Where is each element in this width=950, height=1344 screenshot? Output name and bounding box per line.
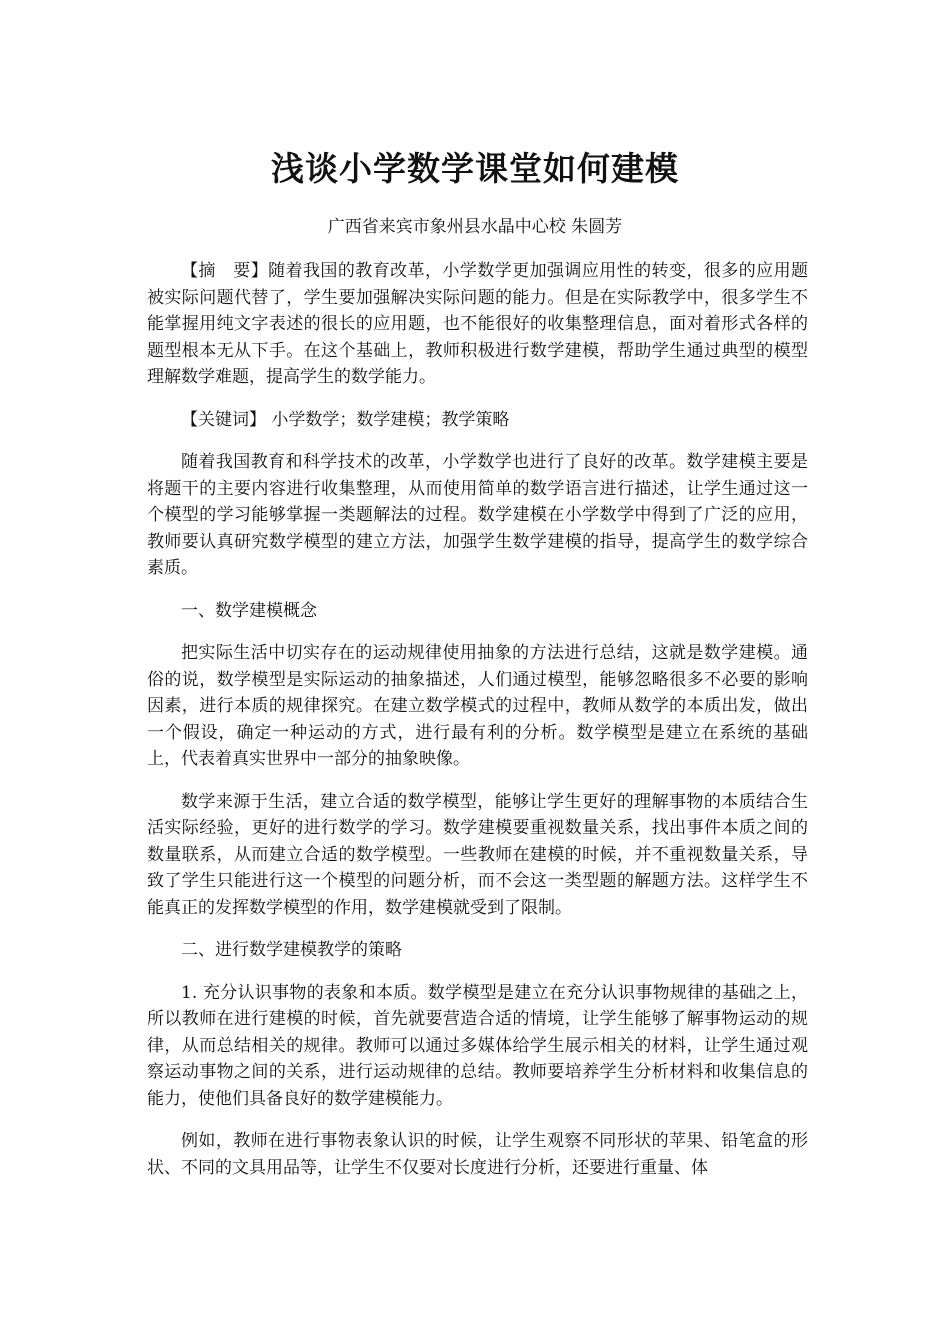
keywords-line: 【关键词】 小学数学；数学建模；教学策略	[181, 409, 510, 430]
section-heading-1: 一、数学建模概念	[181, 600, 317, 621]
author-line: 广西省来宾市象州县水晶中心校 朱圆芳	[327, 217, 623, 237]
section-heading-2: 二、进行数学建模教学的策略	[181, 940, 402, 960]
abstract-paragraph: 【摘 要】随着我国的教育改革，小学数学更加强调应用性的转变，很多的应用题被实际问题代替了，学生要加强解决实际问题的能力。但是在实际教学中，很多学生不能掌握用纯文字表述的很长的应用题，也不能很好的收集整理信息，面对着形式各样的题型根本无从下手。在这个基础上，教师积极进行数学建模，帮助学生通过典型的模型理解数学难题，提高学生的数学能力。	[147, 261, 808, 387]
section2-paragraph-1: 1. 充分认识事物的表象和本质。数学模型是建立在充分认识事物规律的基础之上，所以教师在进行建模的时候，首先就要营造合适的情境，让学生能够了解事物运动的规律，从而总结相关的规律。教师可以通过多媒体给学生展示相关的材料，让学生通过观察运动事物之间的关系，进行运动规律的总结。教师要培养学生分析材料和收集信息的能力，使他们具备良好的数学建模能力。	[147, 982, 808, 1109]
section2-paragraph-2: 例如，教师在进行事物表象认识的时候，让学生观察不同形状的苹果、铅笔盒的形状、不同的文具用品等，让学生不仅要对长度进行分析，还要进行重量、体	[147, 1131, 808, 1178]
document-body	[147, 258, 808, 1197]
document-title: 浅谈小学数学课堂如何建模	[271, 149, 679, 188]
intro-paragraph: 随着我国教育和科学技术的改革，小学数学也进行了良好的改革。数学建模主要是将题干的主要内容进行收集整理，从而使用简单的数学语言进行描述，让学生通过这一个模型的学习能够掌握一类题解法的过程。数学建模在小学数学中得到了广泛的应用，教师要认真研究数学模型的建立方法，加强学生数学建模的指导，提高学生的数学综合素质。	[147, 452, 808, 578]
section1-paragraph-2: 数学来源于生活，建立合适的数学模型，能够让学生更好的理解事物的本质结合生活实际经验，更好的进行数学的学习。数学建模要重视数量关系，找出事件本质之间的数量联系，从而建立合适的数学模型。一些教师在建模的时候，并不重视数量关系，导致了学生只能进行这一个模型的问题分析，而不会这一类型题的解题方法。这样学生不能真正的发挥数学模型的作用，数学建模就受到了限制。	[147, 791, 808, 918]
section1-paragraph-1: 把实际生活中切实存在的运动规律使用抽象的方法进行总结，这就是数学建模。通俗的说，数学模型是实际运动的抽象描述，人们通过模型，能够忽略很多不必要的影响因素，进行本质的规律探究。在建立数学模式的过程中，教师从数学的本质出发，做出一个假设，确定一种运动的方式，进行最有利的分析。数学模型是建立在系统的基础上，代表着真实世界中一部分的抽象映像。	[147, 643, 808, 769]
